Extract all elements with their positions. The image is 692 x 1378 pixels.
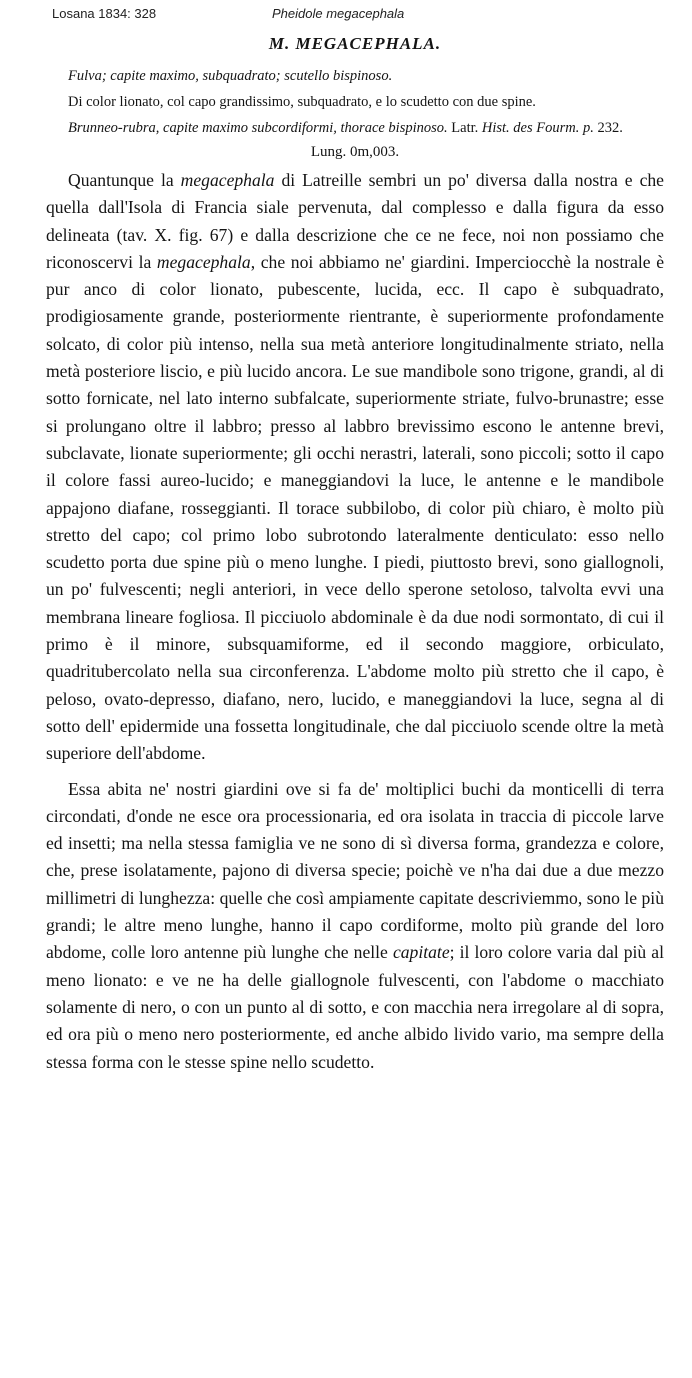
italian-diagnosis bbox=[46, 90, 664, 114]
latreille-reference: Hist. des Fourm. p. bbox=[481, 120, 594, 136]
p1-species-ref-1: megacephala bbox=[180, 170, 275, 190]
p1-part-1: Quantunque la bbox=[68, 170, 181, 190]
p2-italic-term: capitate bbox=[392, 942, 450, 963]
source-citation: Losana 1834: 328 bbox=[52, 6, 157, 21]
latin-diagnosis bbox=[46, 64, 664, 88]
latreille-diagnosis bbox=[46, 116, 664, 140]
p1-part-3: , che noi abbiamo ne' giardini. Imperciocchè la nostrale è pur anco di color lionato, pubescente, lucida, ecc. Il capo è subquadrato, prodigiosamente grande, posteriormente rientrante, è superiormente profondamente solcato, di color più intenso, nella sua metà anteriore longitudinalmente striato, nella metà posteriore liscio, e più lucido ancora. Le sue mandibole sono trigone, grandi, al di sotto fornicate, nel lato interno subfalcate, superiormente striate, fulvo-brunastre; esse si prolungano oltre il labbro; presso al labbro brevissimo escono le antenne brevi, subclavate, lionate superiormente; gli occhi nerastri, laterali, sono piccoli; sotto il capo il colore fassi aureo-lucido; e maneggiandovi la luce, le antenne e le mandibole appajono diafane, rosseggianti. Il torace subbilobo, di color più chiaro, è molto più stretto del capo; col primo lobo subrotondo lateralmente denticulato: esso nello scudetto porta due spine più o meno lunghe. I piedi, piuttosto brevi, sono giallognoli, un po' fulvescenti; negli anteriori, in vece dello sperone setoloso, talvolta evvi una membrana lineare fogliosa. Il picciuolo abdominale è da due nodi sormontato, di cui il primo è il minore, subsquamiforme, ed il secondo maggiore, orbiculato, quadritubercolato nella sua circonferenza. L'abdome molto più stretto che il capo, è peloso, ovato-depresso, diafano, nero, lucido, e maneggiandovi la luce, segna al di sotto dell' epidermide una fossetta longitudinale, che dal picciuolo scende oltre la metà superiore dell'abdome. bbox=[46, 251, 664, 764]
latreille-author: Latr. bbox=[447, 120, 482, 136]
species-title: M. MEGACEPHALA. bbox=[268, 34, 442, 53]
p1-part-2: di Latreille sembri un po' diversa dalla nostra e che quella dall'Isola di Francia siale pervenuta, dal complesso e dalla figura da esso delineata (tav. X. fig. 67) e dalla descrizione che ce ne fece, noi non possiamo che riconoscervi la bbox=[46, 170, 664, 272]
body-length: Lung. 0m,003. bbox=[310, 144, 400, 160]
latreille-diagnosis-text: Brunneo-rubra, capite maximo subcordiformi, thorace bispinoso. bbox=[68, 120, 448, 136]
italian-diagnosis-text: Di color lionato, col capo grandissimo, subquadrato, e lo scudetto con due spine. bbox=[68, 94, 536, 110]
page-header bbox=[0, 6, 692, 24]
habitat-paragraph bbox=[46, 776, 664, 1076]
latin-diagnosis-text: Fulva; capite maximo, subquadrato; scutello bispinoso. bbox=[68, 68, 393, 84]
document-page bbox=[46, 30, 664, 1076]
p2-part-2: ; il loro colore varia dal più al meno lionato: e ve ne ha delle giallognole fulvescenti, con l'abdome o macchiato solamente di nero, o con un punto al di sotto, e con macchia nera irregolare al di sopra, ed ora più o meno nero posteriormente, ed anche albido livido vario, ma sempre della stessa forma con le stesse spine nello scudetto. bbox=[46, 942, 664, 1072]
taxon-name: Pheidole megacephala bbox=[272, 6, 405, 21]
p2-part-1: Essa abita ne' nostri giardini ove si fa de' moltiplici buchi da monticelli di terra circondati, d'onde ne esce ora processionaria, ed ora isolata in traccia di piccole larve ed insetti; ma nella stessa famiglia ve ne sono di sì diversa forma, grandezza e colore, che, prese isolatamente, pajono di diversa specie; poichè ve n'ha dai due a due mezzo millimetri di lunghezza: quelle che così ampiamente capitate descriviemmo, sono le più grandi; le altre meno lunghe, hanno il capo cordiforme, molto più grande del loro abdome, colle loro antenne più lunghe che nelle bbox=[46, 778, 664, 963]
p1-species-ref-2: megacephala bbox=[156, 251, 251, 272]
description-paragraph bbox=[46, 167, 664, 768]
latreille-page: 232. bbox=[593, 120, 623, 136]
